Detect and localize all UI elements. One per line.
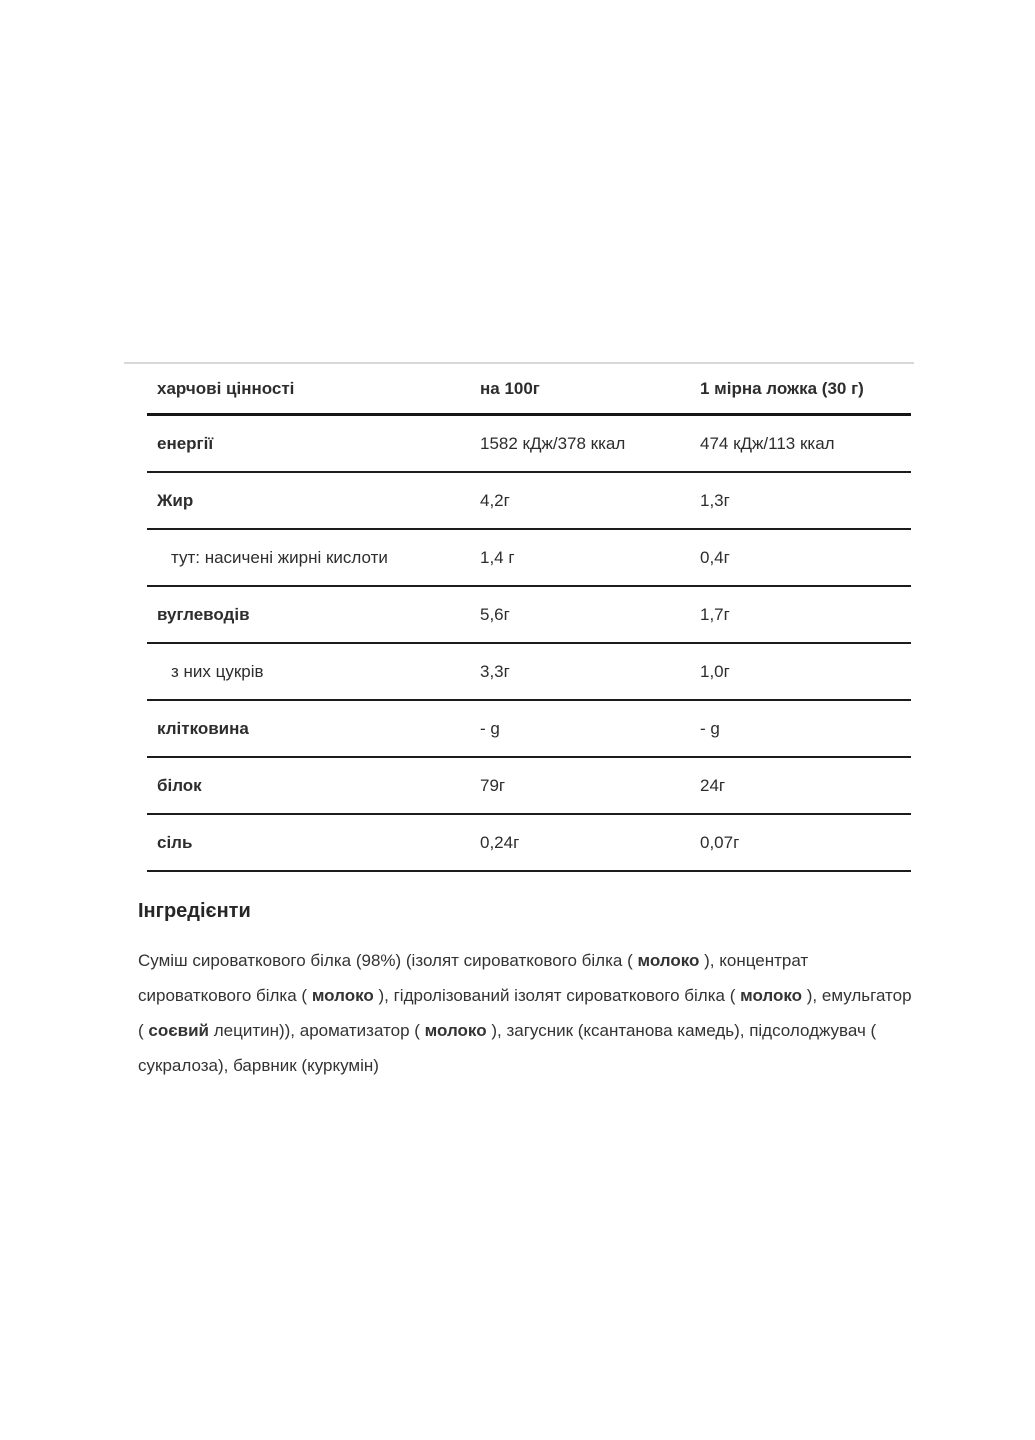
ingredient-text-segment: ), загусник (ксантанова камедь), підсолоджувач ( сукралоза), барвник (куркумін) bbox=[138, 1021, 877, 1075]
value-per-scoop: 1,3г bbox=[700, 472, 911, 529]
nutrient-label: вуглеводів bbox=[147, 586, 480, 643]
value-per-100g: - g bbox=[480, 700, 700, 757]
nutrition-table bbox=[147, 364, 911, 872]
ingredient-text-segment: молоко bbox=[740, 986, 803, 1005]
value-per-100g: 4,2г bbox=[480, 472, 700, 529]
table-row-fat bbox=[147, 472, 911, 529]
ingredients-heading: Інгредієнти bbox=[138, 900, 251, 922]
table-row-salt bbox=[147, 814, 911, 871]
value-per-scoop: 1,0г bbox=[700, 643, 911, 700]
value-per-scoop: 474 кДж/113 ккал bbox=[700, 415, 911, 473]
nutrient-label: сіль bbox=[147, 814, 480, 871]
nutrient-label: клітковина bbox=[147, 700, 480, 757]
table-row-sugars bbox=[147, 643, 911, 700]
value-per-scoop: 24г bbox=[700, 757, 911, 814]
nutrient-label: Жир bbox=[147, 472, 480, 529]
table-row-carbohydrates bbox=[147, 586, 911, 643]
ingredient-text-segment: молоко bbox=[424, 1021, 487, 1040]
ingredient-text-segment: молоко bbox=[637, 951, 700, 970]
value-per-100g: 1,4 г bbox=[480, 529, 700, 586]
value-per-100g: 79г bbox=[480, 757, 700, 814]
ingredient-text-segment: соєвий bbox=[148, 1021, 209, 1040]
table-row-energy bbox=[147, 415, 911, 473]
ingredients-paragraph bbox=[138, 943, 914, 1083]
ingredient-text-segment: Суміш сироваткового білка (98%) (ізолят сироваткового білка ( bbox=[138, 951, 638, 970]
value-per-scoop: 1,7г bbox=[700, 586, 911, 643]
table-row-protein bbox=[147, 757, 911, 814]
ingredient-text-segment: лецитин)), ароматизатор ( bbox=[208, 1021, 425, 1040]
nutrient-label: тут: насичені жирні кислоти bbox=[147, 529, 480, 586]
ingredient-text-segment: ), концентрат сироваткового білка ( bbox=[138, 951, 809, 1005]
value-per-100g: 3,3г bbox=[480, 643, 700, 700]
table-row-fiber bbox=[147, 700, 911, 757]
value-per-scoop: 0,4г bbox=[700, 529, 911, 586]
value-per-100g: 5,6г bbox=[480, 586, 700, 643]
ingredient-text-segment: ), емульгатор ( bbox=[138, 986, 912, 1040]
ingredient-text-segment: молоко bbox=[311, 986, 374, 1005]
table-header-per-scoop: 1 мірна ложка (30 г) bbox=[700, 364, 911, 415]
nutrition-section bbox=[124, 362, 914, 1083]
table-row-saturated-fat bbox=[147, 529, 911, 586]
table-header-per-100g: на 100г bbox=[480, 364, 700, 415]
value-per-scoop: 0,07г bbox=[700, 814, 911, 871]
table-header-nutrient: харчові цінності bbox=[147, 364, 480, 415]
table-header-row bbox=[147, 364, 911, 415]
value-per-100g: 1582 кДж/378 ккал bbox=[480, 415, 700, 473]
ingredient-text-segment: ), гідролізований ізолят сироваткового білка ( bbox=[373, 986, 741, 1005]
nutrient-label: з них цукрів bbox=[147, 643, 480, 700]
value-per-scoop: - g bbox=[700, 700, 911, 757]
value-per-100g: 0,24г bbox=[480, 814, 700, 871]
nutrient-label: білок bbox=[147, 757, 480, 814]
nutrient-label: енергії bbox=[147, 415, 480, 473]
